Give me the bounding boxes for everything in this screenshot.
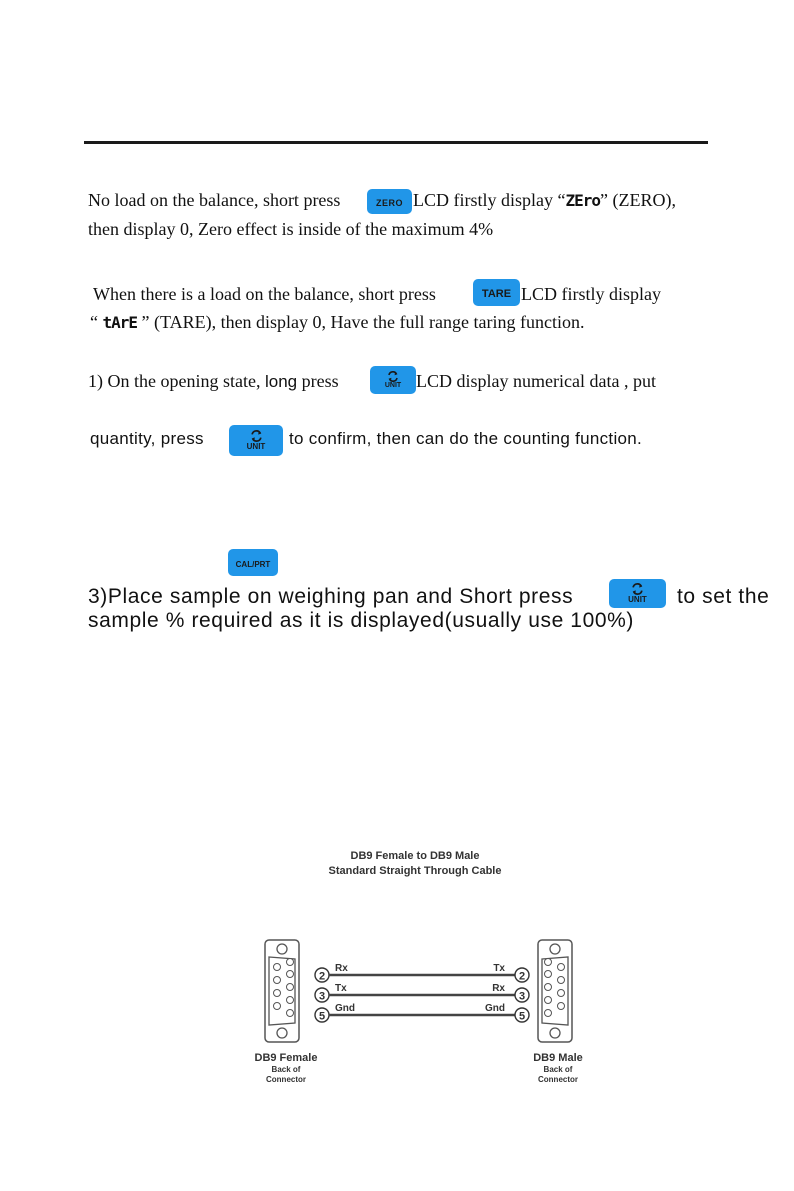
female-connector-label: DB9 Female: [254, 1052, 318, 1064]
db9-female-connector: [265, 940, 299, 1042]
tare-key: [473, 279, 520, 306]
cycle-icon: [387, 371, 399, 382]
unit-key-1: [370, 366, 416, 394]
tare-line-1: When there is a load on the balance, short press: [93, 284, 436, 304]
cal-prt-key: [228, 549, 278, 576]
pin-number-left: 5: [318, 1010, 326, 1023]
cal-prt-key-label: CAL/PRT: [235, 560, 271, 569]
count-text-long: long: [264, 372, 298, 391]
wire-pin-5: [315, 1003, 529, 1023]
count-line-1c: LCD display numerical data , put: [416, 371, 656, 391]
wire-label-right: Tx: [493, 963, 505, 974]
wire-pin-3: [315, 983, 529, 1003]
zero-key-label: ZERO: [375, 198, 403, 208]
female-connector-sub1: Back of: [271, 1065, 301, 1074]
count-text-press: press: [301, 371, 339, 391]
wire-label-left: Gnd: [335, 1003, 355, 1014]
zero-line-1b: [413, 190, 676, 211]
unit-key-3: [609, 579, 666, 608]
count-line-2a: quantity, press: [90, 429, 204, 448]
percent-line-1a: 3)Place sample on weighing pan and Short press: [88, 585, 574, 608]
zero-line-1: [88, 190, 340, 211]
diagram-title-2: Standard Straight Through Cable: [328, 865, 502, 877]
tare-open-quote: “: [90, 312, 98, 332]
zero-line-2: then display 0, Zero effect is inside of the maximum 4%: [88, 219, 494, 239]
count-line-1: [88, 371, 339, 392]
unit-key-label: UNIT: [384, 381, 402, 389]
percent-line-1b: to set the: [677, 585, 770, 608]
tare-line-2: [90, 312, 584, 333]
pin-number-right: 3: [518, 990, 526, 1003]
lcd-zero-glyph: ZEro: [565, 191, 601, 210]
pin-number-left: 3: [318, 990, 326, 1003]
male-connector-label: DB9 Male: [533, 1052, 583, 1064]
zero-text-b: LCD firstly display “: [413, 190, 566, 210]
wire-label-left: Rx: [335, 963, 348, 974]
header-rule: [84, 141, 708, 144]
tare-text-2: ” (TARE), then display 0, Have the full range taring function.: [141, 312, 585, 332]
percent-line-2: sample % required as it is displayed(usually use 100%): [88, 609, 634, 632]
male-connector-sub1: Back of: [543, 1065, 573, 1074]
tare-key-label: TARE: [481, 288, 512, 300]
zero-text-c: ” (ZERO),: [600, 190, 676, 210]
zero-text-a: No load on the balance, short press: [88, 190, 341, 210]
wire-pin-2: [315, 963, 529, 983]
wire-label-right: Gnd: [485, 1003, 505, 1014]
unit-key-label: UNIT: [246, 442, 266, 451]
diagram-title-1: DB9 Female to DB9 Male: [350, 850, 480, 862]
male-connector-sub2: Connector: [538, 1075, 578, 1084]
lcd-tare-glyph: tArE: [102, 313, 138, 332]
wire-label-left: Tx: [335, 983, 347, 994]
tare-line-1b: LCD firstly display: [521, 284, 661, 304]
wire-label-right: Rx: [492, 983, 505, 994]
count-text-a: 1) On the opening state,: [88, 371, 261, 391]
db9-male-connector: [538, 940, 572, 1042]
unit-key-label: UNIT: [628, 595, 647, 604]
female-connector-sub2: Connector: [266, 1075, 306, 1084]
zero-key: [367, 189, 412, 214]
count-line-2b: to confirm, then can do the counting function.: [289, 429, 643, 448]
pin-number-left: 2: [318, 970, 326, 983]
cycle-icon: [250, 430, 263, 442]
unit-key-2: [229, 425, 283, 456]
pin-number-right: 2: [518, 970, 526, 983]
cycle-icon: [631, 583, 644, 595]
pin-number-right: 5: [518, 1010, 526, 1023]
